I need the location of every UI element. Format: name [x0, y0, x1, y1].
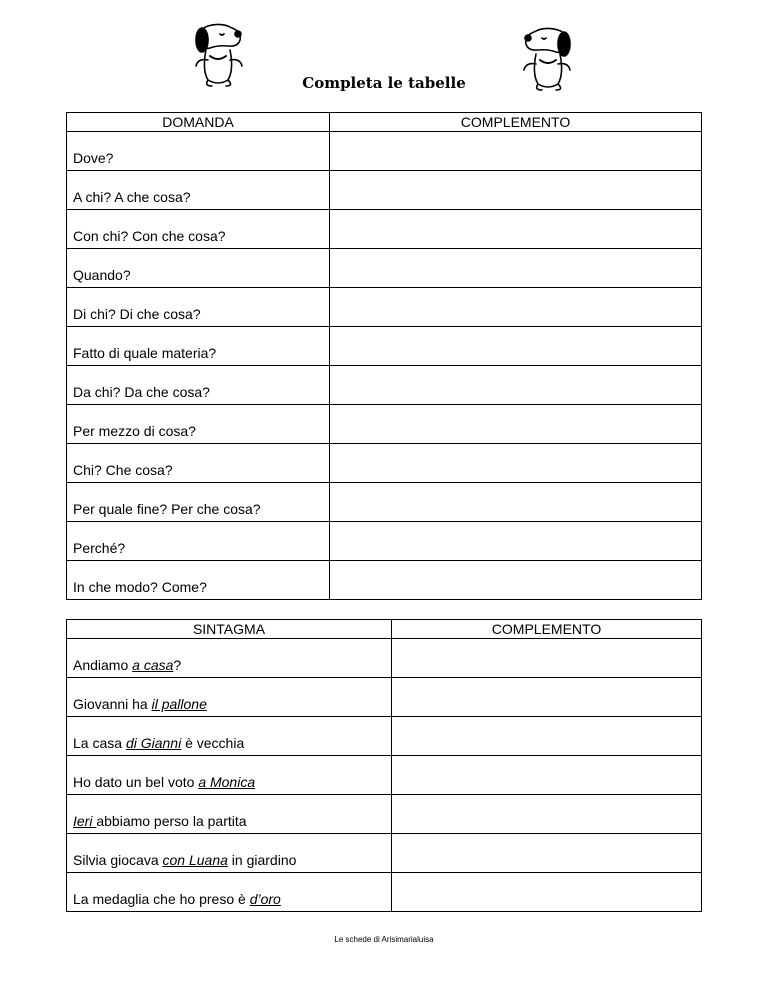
answer-cell[interactable] [392, 795, 702, 834]
underlined-phrase: a casa [132, 657, 174, 673]
phrase-text: La casa [73, 735, 126, 751]
answer-cell[interactable] [330, 288, 702, 327]
answer-cell[interactable] [330, 405, 702, 444]
table-row [67, 795, 702, 834]
underlined-phrase: il pallone [151, 696, 207, 712]
question-cell: Di chi? Di che cosa? [67, 288, 330, 327]
question-cell: Chi? Che cosa? [67, 444, 330, 483]
question-cell: Fatto di quale materia? [67, 327, 330, 366]
table-row [67, 522, 702, 561]
table-row [67, 405, 702, 444]
phrase-cell [67, 873, 392, 912]
underlined-phrase: Ieri [73, 813, 97, 829]
header-complemento: COMPLEMENTO [330, 113, 702, 132]
phrase-cell [67, 678, 392, 717]
page-title: Completa le tabelle [302, 74, 466, 92]
answer-cell[interactable] [392, 678, 702, 717]
table-row [67, 717, 702, 756]
header-sintagma: SINTAGMA [67, 620, 392, 639]
phrase-cell [67, 834, 392, 873]
table-row [67, 132, 702, 171]
table-row [67, 561, 702, 600]
table-row [67, 210, 702, 249]
table-row [67, 171, 702, 210]
answer-cell[interactable] [330, 483, 702, 522]
phrases-table [66, 619, 702, 912]
question-cell: In che modo? Come? [67, 561, 330, 600]
phrase-text: ? [173, 657, 182, 673]
question-cell: Per quale fine? Per che cosa? [67, 483, 330, 522]
header-complemento: COMPLEMENTO [392, 620, 702, 639]
question-cell: A chi? A che cosa? [67, 171, 330, 210]
phrase-text: abbiamo perso la partita [96, 813, 247, 829]
footer-credit: Le schede di Arisimarialuisa [334, 935, 434, 944]
answer-cell[interactable] [392, 639, 702, 678]
phrase-cell [67, 756, 392, 795]
question-cell: Perché? [67, 522, 330, 561]
answer-cell[interactable] [330, 249, 702, 288]
underlined-phrase: a Monica [198, 774, 256, 790]
answer-cell[interactable] [330, 561, 702, 600]
underlined-phrase: d’oro [249, 891, 281, 907]
table-header-row [67, 113, 702, 132]
phrase-cell [67, 795, 392, 834]
answer-cell[interactable] [330, 171, 702, 210]
phrase-text: è vecchia [181, 735, 245, 751]
table-row [67, 366, 702, 405]
answer-cell[interactable] [330, 444, 702, 483]
answer-cell[interactable] [392, 873, 702, 912]
phrase-text: Silvia giocava [73, 852, 163, 868]
table-row [67, 756, 702, 795]
table-row [67, 444, 702, 483]
table-row [67, 483, 702, 522]
table-row [67, 249, 702, 288]
table-row [67, 834, 702, 873]
table-row [67, 678, 702, 717]
answer-cell[interactable] [330, 210, 702, 249]
questions-table [66, 112, 702, 600]
question-cell: Dove? [67, 132, 330, 171]
header-domanda: DOMANDA [67, 113, 330, 132]
phrase-text: La medaglia che ho preso è [73, 891, 250, 907]
answer-cell[interactable] [330, 366, 702, 405]
question-cell: Con chi? Con che cosa? [67, 210, 330, 249]
table-row [67, 288, 702, 327]
table-row [67, 327, 702, 366]
question-cell: Da chi? Da che cosa? [67, 366, 330, 405]
phrase-cell [67, 639, 392, 678]
answer-cell[interactable] [392, 717, 702, 756]
answer-cell[interactable] [392, 756, 702, 795]
question-cell: Quando? [67, 249, 330, 288]
underlined-phrase: con Luana [162, 852, 228, 868]
phrase-text: Giovanni ha [73, 696, 152, 712]
answer-cell[interactable] [330, 327, 702, 366]
answer-cell[interactable] [330, 132, 702, 171]
answer-cell[interactable] [330, 522, 702, 561]
underlined-phrase: di Gianni [125, 735, 182, 751]
phrase-cell [67, 717, 392, 756]
table-row [67, 639, 702, 678]
phrase-text: Andiamo [73, 657, 133, 673]
phrase-text: Ho dato un bel voto [73, 774, 199, 790]
table-row [67, 873, 702, 912]
answer-cell[interactable] [392, 834, 702, 873]
phrase-text: in giardino [227, 852, 297, 868]
question-cell: Per mezzo di cosa? [67, 405, 330, 444]
table-header-row [67, 620, 702, 639]
